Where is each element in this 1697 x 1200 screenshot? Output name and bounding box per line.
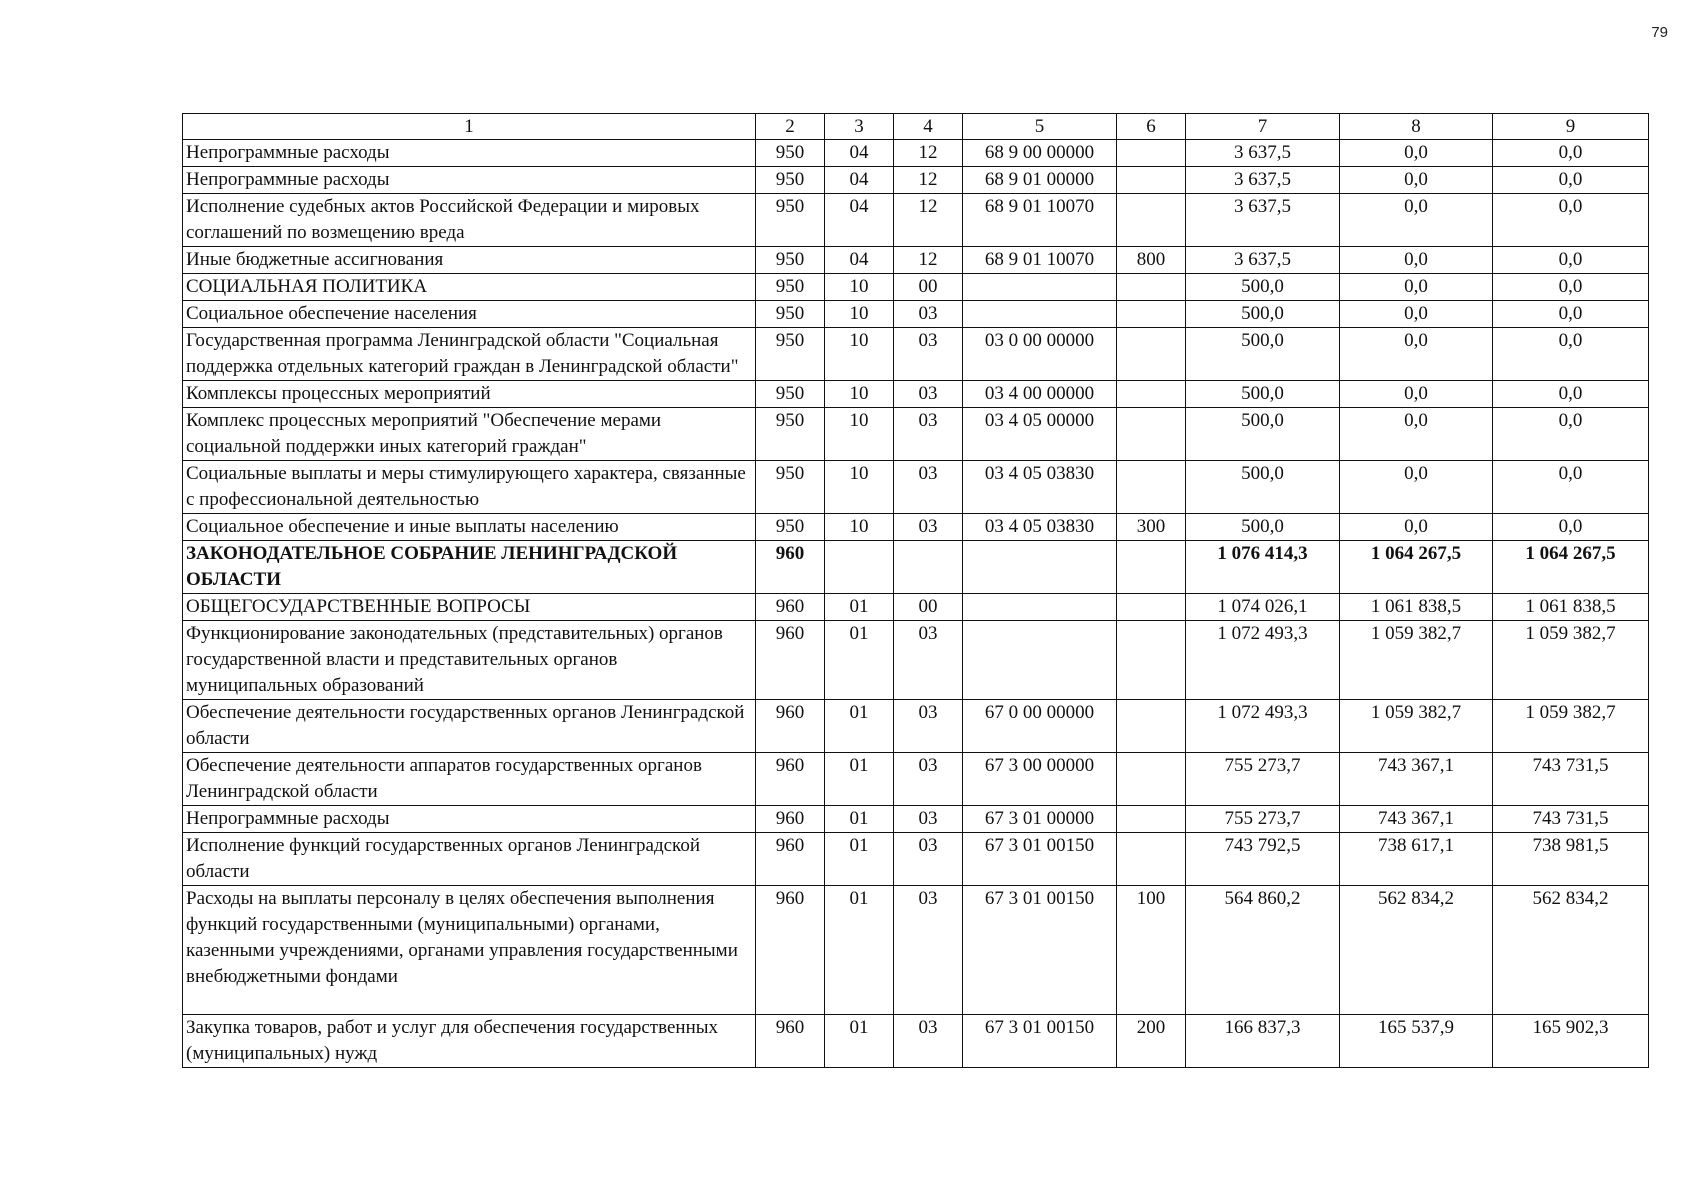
- column-header: 3: [825, 114, 894, 140]
- table-header-row: [183, 114, 1649, 140]
- cell-subsection: 03: [894, 408, 963, 461]
- cell-target-article: 68 9 01 10070: [963, 247, 1117, 274]
- cell-ministry-code: 950: [756, 140, 825, 167]
- cell-target-article: [963, 621, 1117, 700]
- cell-amount-col8: 743 367,1: [1340, 753, 1493, 806]
- cell-amount-col7: 1 072 493,3: [1186, 621, 1340, 700]
- cell-amount-col7: 166 837,3: [1186, 1015, 1340, 1068]
- cell-section: 01: [825, 806, 894, 833]
- cell-section: 01: [825, 1015, 894, 1068]
- cell-target-article: 68 9 01 00000: [963, 167, 1117, 194]
- cell-ministry-code: 960: [756, 886, 825, 1015]
- cell-description: Обеспечение деятельности аппаратов государственных органов Ленинградской области: [183, 753, 756, 806]
- table-row: [183, 886, 1649, 1015]
- cell-description: Иные бюджетные ассигнования: [183, 247, 756, 274]
- cell-target-article: [963, 274, 1117, 301]
- cell-expense-type: [1117, 274, 1186, 301]
- cell-amount-col7: 755 273,7: [1186, 806, 1340, 833]
- cell-amount-col7: 500,0: [1186, 381, 1340, 408]
- cell-target-article: 03 4 00 00000: [963, 381, 1117, 408]
- cell-expense-type: [1117, 541, 1186, 594]
- cell-amount-col8: 0,0: [1340, 328, 1493, 381]
- cell-expense-type: [1117, 700, 1186, 753]
- cell-amount-col7: 3 637,5: [1186, 194, 1340, 247]
- table-row: [183, 594, 1649, 621]
- cell-description: Исполнение функций государственных органов Ленинградской области: [183, 833, 756, 886]
- cell-amount-col8: 1 059 382,7: [1340, 621, 1493, 700]
- cell-description: Непрограммные расходы: [183, 167, 756, 194]
- cell-amount-col9: 1 059 382,7: [1493, 700, 1649, 753]
- cell-subsection: 12: [894, 247, 963, 274]
- cell-description: Расходы на выплаты персоналу в целях обеспечения выполнения функций государственными (муниципальными) органами, казенными учреждениями, органами управления государственными внебюджетными фондами: [183, 886, 756, 1015]
- cell-subsection: 12: [894, 167, 963, 194]
- cell-amount-col8: 0,0: [1340, 140, 1493, 167]
- cell-amount-col8: 1 059 382,7: [1340, 700, 1493, 753]
- cell-amount-col9: 165 902,3: [1493, 1015, 1649, 1068]
- cell-section: 04: [825, 194, 894, 247]
- cell-amount-col8: 0,0: [1340, 167, 1493, 194]
- cell-amount-col8: 0,0: [1340, 194, 1493, 247]
- column-header: 2: [756, 114, 825, 140]
- column-header: 9: [1493, 114, 1649, 140]
- cell-expense-type: [1117, 194, 1186, 247]
- cell-amount-col8: 1 061 838,5: [1340, 594, 1493, 621]
- cell-amount-col9: 0,0: [1493, 194, 1649, 247]
- cell-subsection: [894, 541, 963, 594]
- cell-description: Закупка товаров, работ и услуг для обеспечения государственных (муниципальных) нужд: [183, 1015, 756, 1068]
- cell-section: 04: [825, 167, 894, 194]
- cell-section: 10: [825, 328, 894, 381]
- cell-amount-col9: 1 064 267,5: [1493, 541, 1649, 594]
- table-row: [183, 806, 1649, 833]
- page-number: 79: [1651, 24, 1668, 41]
- cell-subsection: 03: [894, 1015, 963, 1068]
- cell-amount-col7: 500,0: [1186, 461, 1340, 514]
- cell-amount-col8: 0,0: [1340, 408, 1493, 461]
- cell-subsection: 03: [894, 301, 963, 328]
- cell-amount-col7: 1 072 493,3: [1186, 700, 1340, 753]
- cell-subsection: 03: [894, 514, 963, 541]
- cell-section: 01: [825, 833, 894, 886]
- cell-section: 10: [825, 461, 894, 514]
- cell-description: ОБЩЕГОСУДАРСТВЕННЫЕ ВОПРОСЫ: [183, 594, 756, 621]
- cell-target-article: 67 0 00 00000: [963, 700, 1117, 753]
- cell-amount-col7: 500,0: [1186, 274, 1340, 301]
- cell-ministry-code: 950: [756, 247, 825, 274]
- table-row: [183, 541, 1649, 594]
- cell-ministry-code: 960: [756, 621, 825, 700]
- cell-ministry-code: 960: [756, 541, 825, 594]
- table-row: [183, 514, 1649, 541]
- column-header: 8: [1340, 114, 1493, 140]
- cell-description: Непрограммные расходы: [183, 806, 756, 833]
- table-row: [183, 247, 1649, 274]
- column-header: 5: [963, 114, 1117, 140]
- cell-amount-col7: 3 637,5: [1186, 140, 1340, 167]
- cell-ministry-code: 950: [756, 328, 825, 381]
- cell-description: Функционирование законодательных (представительных) органов государственной власти и представительных органов муниципальных образований: [183, 621, 756, 700]
- cell-amount-col7: 1 074 026,1: [1186, 594, 1340, 621]
- cell-amount-col9: 0,0: [1493, 301, 1649, 328]
- cell-section: [825, 541, 894, 594]
- cell-target-article: 03 4 05 03830: [963, 461, 1117, 514]
- cell-amount-col9: 0,0: [1493, 247, 1649, 274]
- cell-section: 01: [825, 753, 894, 806]
- cell-target-article: [963, 594, 1117, 621]
- cell-target-article: 67 3 01 00150: [963, 1015, 1117, 1068]
- cell-amount-col9: 0,0: [1493, 381, 1649, 408]
- cell-amount-col9: 738 981,5: [1493, 833, 1649, 886]
- column-header: 6: [1117, 114, 1186, 140]
- cell-ministry-code: 950: [756, 461, 825, 514]
- cell-description: Социальное обеспечение населения: [183, 301, 756, 328]
- cell-amount-col9: 1 061 838,5: [1493, 594, 1649, 621]
- cell-description: Государственная программа Ленинградской области "Социальная поддержка отдельных категорий граждан в Ленинградской области": [183, 328, 756, 381]
- cell-expense-type: 200: [1117, 1015, 1186, 1068]
- table-row: [183, 140, 1649, 167]
- cell-amount-col8: 0,0: [1340, 461, 1493, 514]
- budget-table: [182, 113, 1649, 1068]
- cell-amount-col9: 743 731,5: [1493, 753, 1649, 806]
- cell-section: 01: [825, 700, 894, 753]
- table-row: [183, 328, 1649, 381]
- cell-subsection: 03: [894, 833, 963, 886]
- cell-section: 01: [825, 621, 894, 700]
- table-row: [183, 753, 1649, 806]
- table-row: [183, 194, 1649, 247]
- cell-ministry-code: 950: [756, 301, 825, 328]
- cell-amount-col7: 3 637,5: [1186, 167, 1340, 194]
- cell-ministry-code: 960: [756, 1015, 825, 1068]
- table-row: [183, 381, 1649, 408]
- cell-description: СОЦИАЛЬНАЯ ПОЛИТИКА: [183, 274, 756, 301]
- cell-amount-col8: 0,0: [1340, 381, 1493, 408]
- cell-amount-col7: 500,0: [1186, 408, 1340, 461]
- cell-expense-type: [1117, 806, 1186, 833]
- cell-section: 10: [825, 408, 894, 461]
- cell-target-article: 67 3 01 00000: [963, 806, 1117, 833]
- cell-amount-col8: 165 537,9: [1340, 1015, 1493, 1068]
- cell-target-article: [963, 301, 1117, 328]
- cell-ministry-code: 960: [756, 753, 825, 806]
- cell-ministry-code: 950: [756, 167, 825, 194]
- cell-target-article: 67 3 01 00150: [963, 833, 1117, 886]
- cell-amount-col8: 0,0: [1340, 247, 1493, 274]
- cell-section: 10: [825, 274, 894, 301]
- cell-amount-col9: 0,0: [1493, 408, 1649, 461]
- cell-amount-col7: 500,0: [1186, 328, 1340, 381]
- cell-description: Обеспечение деятельности государственных органов Ленинградской области: [183, 700, 756, 753]
- cell-subsection: 03: [894, 328, 963, 381]
- column-header: 7: [1186, 114, 1340, 140]
- cell-description: Социальные выплаты и меры стимулирующего характера, связанные с профессиональной деятельностью: [183, 461, 756, 514]
- table-row: [183, 274, 1649, 301]
- cell-target-article: 03 0 00 00000: [963, 328, 1117, 381]
- cell-ministry-code: 960: [756, 833, 825, 886]
- cell-expense-type: [1117, 408, 1186, 461]
- cell-ministry-code: 950: [756, 381, 825, 408]
- cell-expense-type: 800: [1117, 247, 1186, 274]
- cell-description: Непрограммные расходы: [183, 140, 756, 167]
- table-row: [183, 301, 1649, 328]
- cell-amount-col7: 755 273,7: [1186, 753, 1340, 806]
- cell-target-article: 68 9 01 10070: [963, 194, 1117, 247]
- cell-amount-col9: 0,0: [1493, 140, 1649, 167]
- cell-expense-type: 100: [1117, 886, 1186, 1015]
- cell-section: 10: [825, 301, 894, 328]
- cell-target-article: 03 4 05 03830: [963, 514, 1117, 541]
- cell-subsection: 03: [894, 886, 963, 1015]
- cell-target-article: 67 3 00 00000: [963, 753, 1117, 806]
- cell-amount-col7: 564 860,2: [1186, 886, 1340, 1015]
- cell-amount-col8: 0,0: [1340, 514, 1493, 541]
- cell-amount-col8: 562 834,2: [1340, 886, 1493, 1015]
- cell-amount-col9: 0,0: [1493, 461, 1649, 514]
- column-header: 1: [183, 114, 756, 140]
- cell-subsection: 03: [894, 381, 963, 408]
- table-row: [183, 408, 1649, 461]
- cell-target-article: 67 3 01 00150: [963, 886, 1117, 1015]
- cell-amount-col9: 0,0: [1493, 328, 1649, 381]
- cell-description: Исполнение судебных актов Российской Федерации и мировых соглашений по возмещению вреда: [183, 194, 756, 247]
- cell-amount-col8: 0,0: [1340, 301, 1493, 328]
- cell-amount-col8: 0,0: [1340, 274, 1493, 301]
- cell-description: Комплексы процессных мероприятий: [183, 381, 756, 408]
- cell-amount-col7: 500,0: [1186, 514, 1340, 541]
- table-row: [183, 833, 1649, 886]
- cell-amount-col9: 562 834,2: [1493, 886, 1649, 1015]
- cell-amount-col9: 0,0: [1493, 274, 1649, 301]
- cell-expense-type: [1117, 328, 1186, 381]
- cell-description: ЗАКОНОДАТЕЛЬНОЕ СОБРАНИЕ ЛЕНИНГРАДСКОЙ ОБЛАСТИ: [183, 541, 756, 594]
- column-header: 4: [894, 114, 963, 140]
- cell-amount-col9: 743 731,5: [1493, 806, 1649, 833]
- cell-ministry-code: 950: [756, 274, 825, 301]
- cell-amount-col9: 1 059 382,7: [1493, 621, 1649, 700]
- cell-section: 04: [825, 140, 894, 167]
- cell-amount-col8: 738 617,1: [1340, 833, 1493, 886]
- cell-section: 10: [825, 514, 894, 541]
- table-row: [183, 700, 1649, 753]
- cell-expense-type: [1117, 301, 1186, 328]
- table-row: [183, 621, 1649, 700]
- table-row: [183, 167, 1649, 194]
- cell-target-article: [963, 541, 1117, 594]
- cell-subsection: 03: [894, 461, 963, 514]
- cell-expense-type: [1117, 381, 1186, 408]
- cell-amount-col7: 500,0: [1186, 301, 1340, 328]
- cell-amount-col9: 0,0: [1493, 167, 1649, 194]
- cell-ministry-code: 950: [756, 194, 825, 247]
- cell-section: 04: [825, 247, 894, 274]
- cell-section: 01: [825, 594, 894, 621]
- cell-expense-type: 300: [1117, 514, 1186, 541]
- cell-amount-col7: 743 792,5: [1186, 833, 1340, 886]
- cell-expense-type: [1117, 461, 1186, 514]
- cell-amount-col8: 1 064 267,5: [1340, 541, 1493, 594]
- cell-subsection: 00: [894, 594, 963, 621]
- cell-section: 01: [825, 886, 894, 1015]
- table-row: [183, 1015, 1649, 1068]
- cell-expense-type: [1117, 621, 1186, 700]
- cell-subsection: 03: [894, 700, 963, 753]
- cell-ministry-code: 960: [756, 700, 825, 753]
- cell-description: Социальное обеспечение и иные выплаты населению: [183, 514, 756, 541]
- cell-ministry-code: 960: [756, 594, 825, 621]
- cell-subsection: 00: [894, 274, 963, 301]
- cell-target-article: 68 9 00 00000: [963, 140, 1117, 167]
- cell-subsection: 03: [894, 621, 963, 700]
- cell-target-article: 03 4 05 00000: [963, 408, 1117, 461]
- cell-subsection: 12: [894, 194, 963, 247]
- table-row: [183, 461, 1649, 514]
- cell-expense-type: [1117, 167, 1186, 194]
- cell-expense-type: [1117, 753, 1186, 806]
- cell-description: Комплекс процессных мероприятий "Обеспечение мерами социальной поддержки иных категорий граждан": [183, 408, 756, 461]
- cell-ministry-code: 950: [756, 514, 825, 541]
- cell-subsection: 03: [894, 753, 963, 806]
- cell-subsection: 03: [894, 806, 963, 833]
- cell-section: 10: [825, 381, 894, 408]
- cell-expense-type: [1117, 594, 1186, 621]
- cell-ministry-code: 950: [756, 408, 825, 461]
- cell-expense-type: [1117, 833, 1186, 886]
- cell-amount-col9: 0,0: [1493, 514, 1649, 541]
- cell-amount-col7: 3 637,5: [1186, 247, 1340, 274]
- cell-expense-type: [1117, 140, 1186, 167]
- cell-amount-col7: 1 076 414,3: [1186, 541, 1340, 594]
- cell-subsection: 12: [894, 140, 963, 167]
- cell-ministry-code: 960: [756, 806, 825, 833]
- cell-amount-col8: 743 367,1: [1340, 806, 1493, 833]
